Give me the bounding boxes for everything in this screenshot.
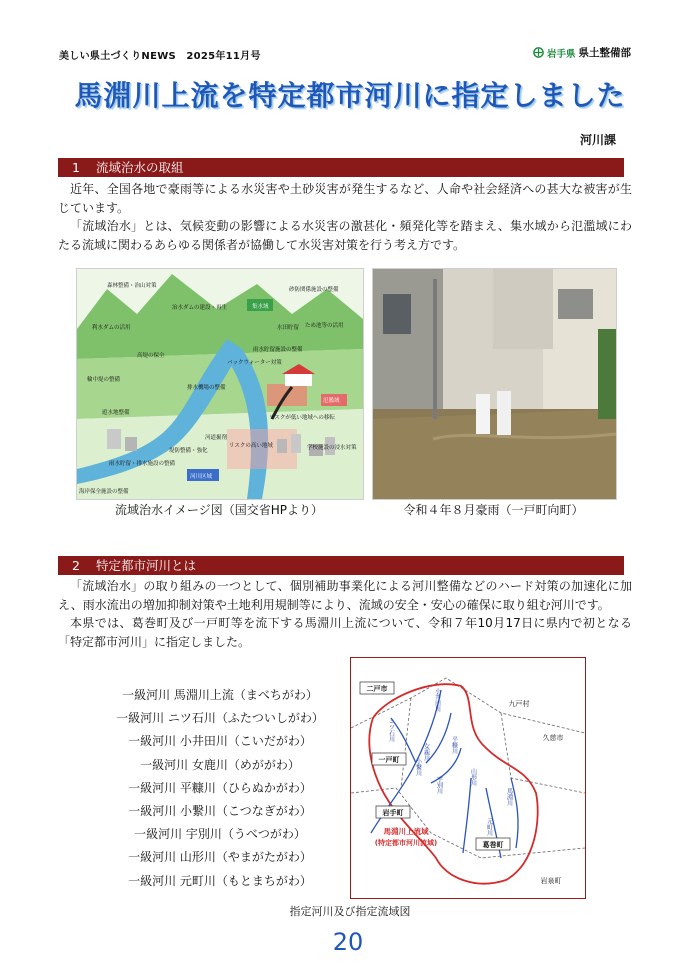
illustration-label: 治水ダムの建設・再生 (172, 305, 228, 311)
basin-map-graphic (351, 658, 585, 898)
illustration-label: 利水ダムの活用 (92, 325, 131, 331)
photo-caption: 令和４年８月豪雨（一戸町向町） (403, 503, 584, 517)
illustration-label: リスクが低い地域への移転 (269, 415, 335, 421)
photo-graphic (373, 269, 616, 499)
department-name: 県土整備部 (578, 47, 632, 59)
paragraph: 「流域治水」の取り組みの一つとして、個別補助事業化による河川整備などのハード対策の加速化に加え、雨水流出の増加抑制対策や土地利用規制等により、流域の安全・安心の確保に取り組む河川です。 (58, 579, 632, 612)
river-label: 宇別川 (435, 776, 443, 794)
illustration-label: 海岸保全施設の整備 (79, 489, 129, 495)
legend-line1: 馬淵川上流域 (383, 827, 429, 836)
illustration-label: 河道掘削 (205, 435, 228, 441)
illustration-label: 砂防関係施設の整備 (289, 287, 339, 293)
municipality-label: 岩泉町 (540, 877, 562, 885)
list-item: 一級河川 馬淵川上流（まべちがわ） (122, 688, 318, 702)
list-item: 一級河川 山形川（やまがたがわ） (128, 850, 312, 865)
basin-map (350, 657, 586, 899)
paragraph: 「流域治水」とは、気候変動の影響による水災害の激甚化・頻発化等を踏まえ、集水域から氾濫域にわたる流域に関わるあらゆる関係者が協働して水災害対策を行う考え方です。 (58, 219, 632, 252)
list-item: 一級河川 小井田川（こいだがわ） (128, 734, 312, 749)
list-item: 一級河川 元町川（もとまちがわ） (128, 873, 312, 888)
illustration-label: 森林整備・治山対策 (107, 283, 157, 289)
illustration-label: 雨水貯留・排水施設の整備 (109, 461, 176, 467)
illustration-label: 河川区域 (190, 474, 213, 480)
municipality-label: 一戸町 (378, 756, 400, 764)
illustration-label: ため池等の活用 (305, 323, 344, 329)
river-label: 小井田川 (433, 688, 441, 712)
section-heading-text: 特定都市河川とは (95, 558, 196, 573)
map-labels (360, 682, 564, 885)
river-label: 山形川 (469, 768, 477, 786)
newsletter-name: 美しい県土づくりNEWS 2025年11月号 (59, 51, 261, 62)
river-label: 小繋川 (414, 758, 422, 776)
prefecture-logo-text: 岩手県 (547, 48, 576, 60)
page-number: 20 (332, 928, 364, 956)
municipality-label: 二戸市 (366, 685, 388, 693)
watershed-illustration (76, 268, 364, 500)
list-item: 一級河川 小繋川（こつなぎがわ） (128, 803, 312, 818)
list-item: 一級河川 平糠川（ひらぬかがわ） (128, 780, 312, 795)
section-heading-2: 2 特定都市河川とは (58, 556, 624, 575)
municipality-label: 久慈市 (542, 734, 564, 742)
illustration-label: 遊水地整備 (102, 410, 130, 416)
illustration-label: 雨水貯留施設の整備 (253, 347, 303, 353)
list-item: 一級河川 女鹿川（めががわ） (140, 757, 300, 772)
section1-body (58, 180, 632, 254)
section-heading-text: 流域治水の取組 (95, 160, 184, 175)
illustration-caption: 流域治水イメージ図（国交省HPより） (115, 503, 323, 517)
river-label: ニツ石川 (387, 718, 395, 742)
publisher (533, 45, 631, 60)
prefecture-emblem-icon (533, 47, 544, 58)
river-label: 元町川 (485, 818, 493, 836)
illustration-label: 氾濫域 (323, 398, 340, 404)
article-title: 馬淵川上流を特定都市河川に指定しました (74, 79, 626, 112)
paragraph: 本県では、葛巻町及び一戸町等を流下する馬淵川上流について、令和７年10月17日に県内で初となる「特定都市河川」に指定しました。 (58, 616, 632, 649)
illustration-label: 輪中堤の整備 (87, 377, 121, 383)
legend-line2: (特定都市河川流域) (374, 839, 438, 847)
river-label: 馬淵川 (505, 788, 513, 806)
illustration-label: 学校施設の浸水対策 (307, 445, 357, 451)
designated-river-list (100, 684, 340, 893)
list-item: 一級河川 ニツ石川（ふたついしがわ） (116, 711, 324, 726)
municipality-label: 岩手町 (382, 809, 404, 817)
municipality-label: 九戸村 (508, 700, 530, 708)
illustration-graphic (77, 269, 363, 499)
paragraph: 近年、全国各地で豪雨等による水災害や土砂災害が発生するなど、人命や社会経済への甚大な被害が生じています。 (58, 182, 632, 215)
section-heading-1: 1 流域治水の取組 (58, 158, 624, 177)
river-label: 女鹿川 (422, 743, 430, 761)
municipality-label: 葛巻町 (482, 841, 504, 849)
list-item: 一級河川 宇別川（うべつがわ） (134, 827, 306, 842)
illustration-label: 集水域 (252, 304, 269, 310)
flood-photo (372, 268, 617, 500)
illustration-label: 高堤の保全 (137, 353, 165, 359)
illustration-label: 排水機場の整備 (187, 385, 226, 391)
section2-body (58, 577, 632, 651)
map-caption: 指定河川及び指定流域図 (289, 905, 411, 918)
section-owner: 河川課 (580, 133, 617, 147)
illustration-label: バックウォーター対策 (227, 360, 282, 366)
river-label: 平糠川 (450, 736, 458, 754)
illustration-label: リスクの高い地域 (229, 443, 273, 449)
illustration-label: 堤防整備・強化 (169, 448, 208, 454)
illustration-label: 水田貯留 (277, 325, 300, 331)
